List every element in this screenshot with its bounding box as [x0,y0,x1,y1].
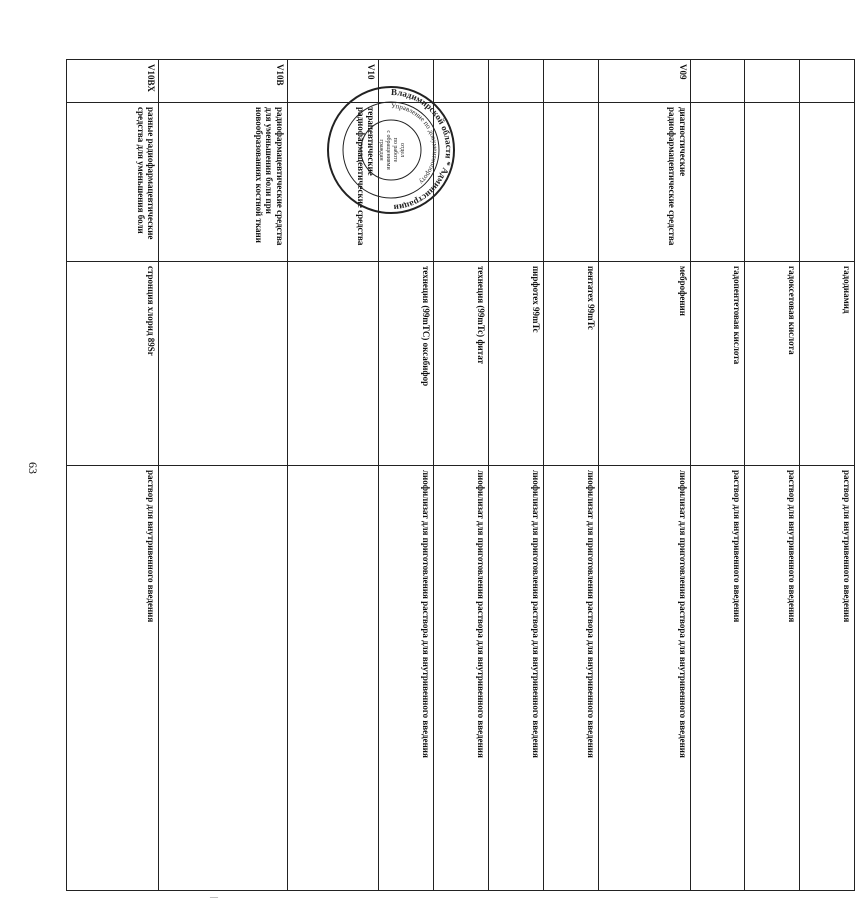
table-row [598,60,690,891]
cell-name: технеция (99mTc) фитат [434,262,489,466]
stamp-center-line-2: по работе [392,137,398,163]
cell-code: V10BX [67,60,159,103]
cell-form: лиофилизат для приготовления раствора для внутривенного введения [379,466,434,891]
cell-code [745,60,800,103]
cell-form [158,466,287,891]
cell-form: лиофилизат для приготовления раствора для внутривенного введения [598,466,690,891]
table-row [158,60,287,891]
stamp-center-line-4: граждан [378,139,384,161]
table-row [690,60,745,891]
table-row [489,60,544,891]
stamp-inner-text: Управление по документообороту [390,101,440,186]
cell-name: пирфотех 99mTc [489,262,544,466]
cell-group [800,103,855,262]
cell-group [543,103,598,262]
cell-code: V10B [158,60,287,103]
cell-name [158,262,287,466]
official-stamp [326,85,456,215]
cell-group: разные радиофармацевтические средства для уменьшения боли [67,103,159,262]
cell-group [690,103,745,262]
table-row [745,60,800,891]
cell-name: стронция хлорид 89Sr [67,262,159,466]
cell-form: лиофилизат для приготовления раствора для внутривенного введения [489,466,544,891]
table-row [800,60,855,891]
cell-group: диагностические радиофармацевтические средства [598,103,690,262]
cell-form: лиофилизат для приготовления раствора для внутривенного введения [543,466,598,891]
cell-form: раствор для внутривенного введения [690,466,745,891]
margin-mark: — [210,892,218,901]
page-number: 63 [26,462,40,474]
table-row [543,60,598,891]
cell-form: лиофилизат для приготовления раствора для внутривенного введения [434,466,489,891]
cell-group: радиофармацевтические средства для уменьшения боли при новообразованиях костной ткани [158,103,287,262]
cell-group [489,103,544,262]
cell-name: пентатех 99mTc [543,262,598,466]
stamp-center-line-1: отдел [399,142,405,158]
cell-name: технеция (99mTC) оксабифор [379,262,434,466]
cell-name: меброфенин [598,262,690,466]
cell-code: V10 [287,60,379,103]
cell-form [287,466,379,891]
stamp-outer-text: Владимирской области * Администрации [390,86,455,213]
cell-name: гадопентетовая кислота [690,262,745,466]
cell-group: терапевтические радиофармацевтические средства [287,103,379,262]
cell-form: раствор для внутривенного введения [800,466,855,891]
cell-group [745,103,800,262]
cell-name: гадодиамид [800,262,855,466]
cell-code [800,60,855,103]
table-body [67,60,855,891]
cell-code [690,60,745,103]
cell-code [489,60,544,103]
cell-code [543,60,598,103]
cell-name [287,262,379,466]
cell-form: раствор для внутривенного введения [67,466,159,891]
medicine-table [66,59,855,854]
cell-code: V09 [598,60,690,103]
cell-name: гадоксетовая кислота [745,262,800,466]
table-row [67,60,159,891]
stamp-center-line-3: с обращениями [385,130,391,170]
cell-form: раствор для внутривенного введения [745,466,800,891]
